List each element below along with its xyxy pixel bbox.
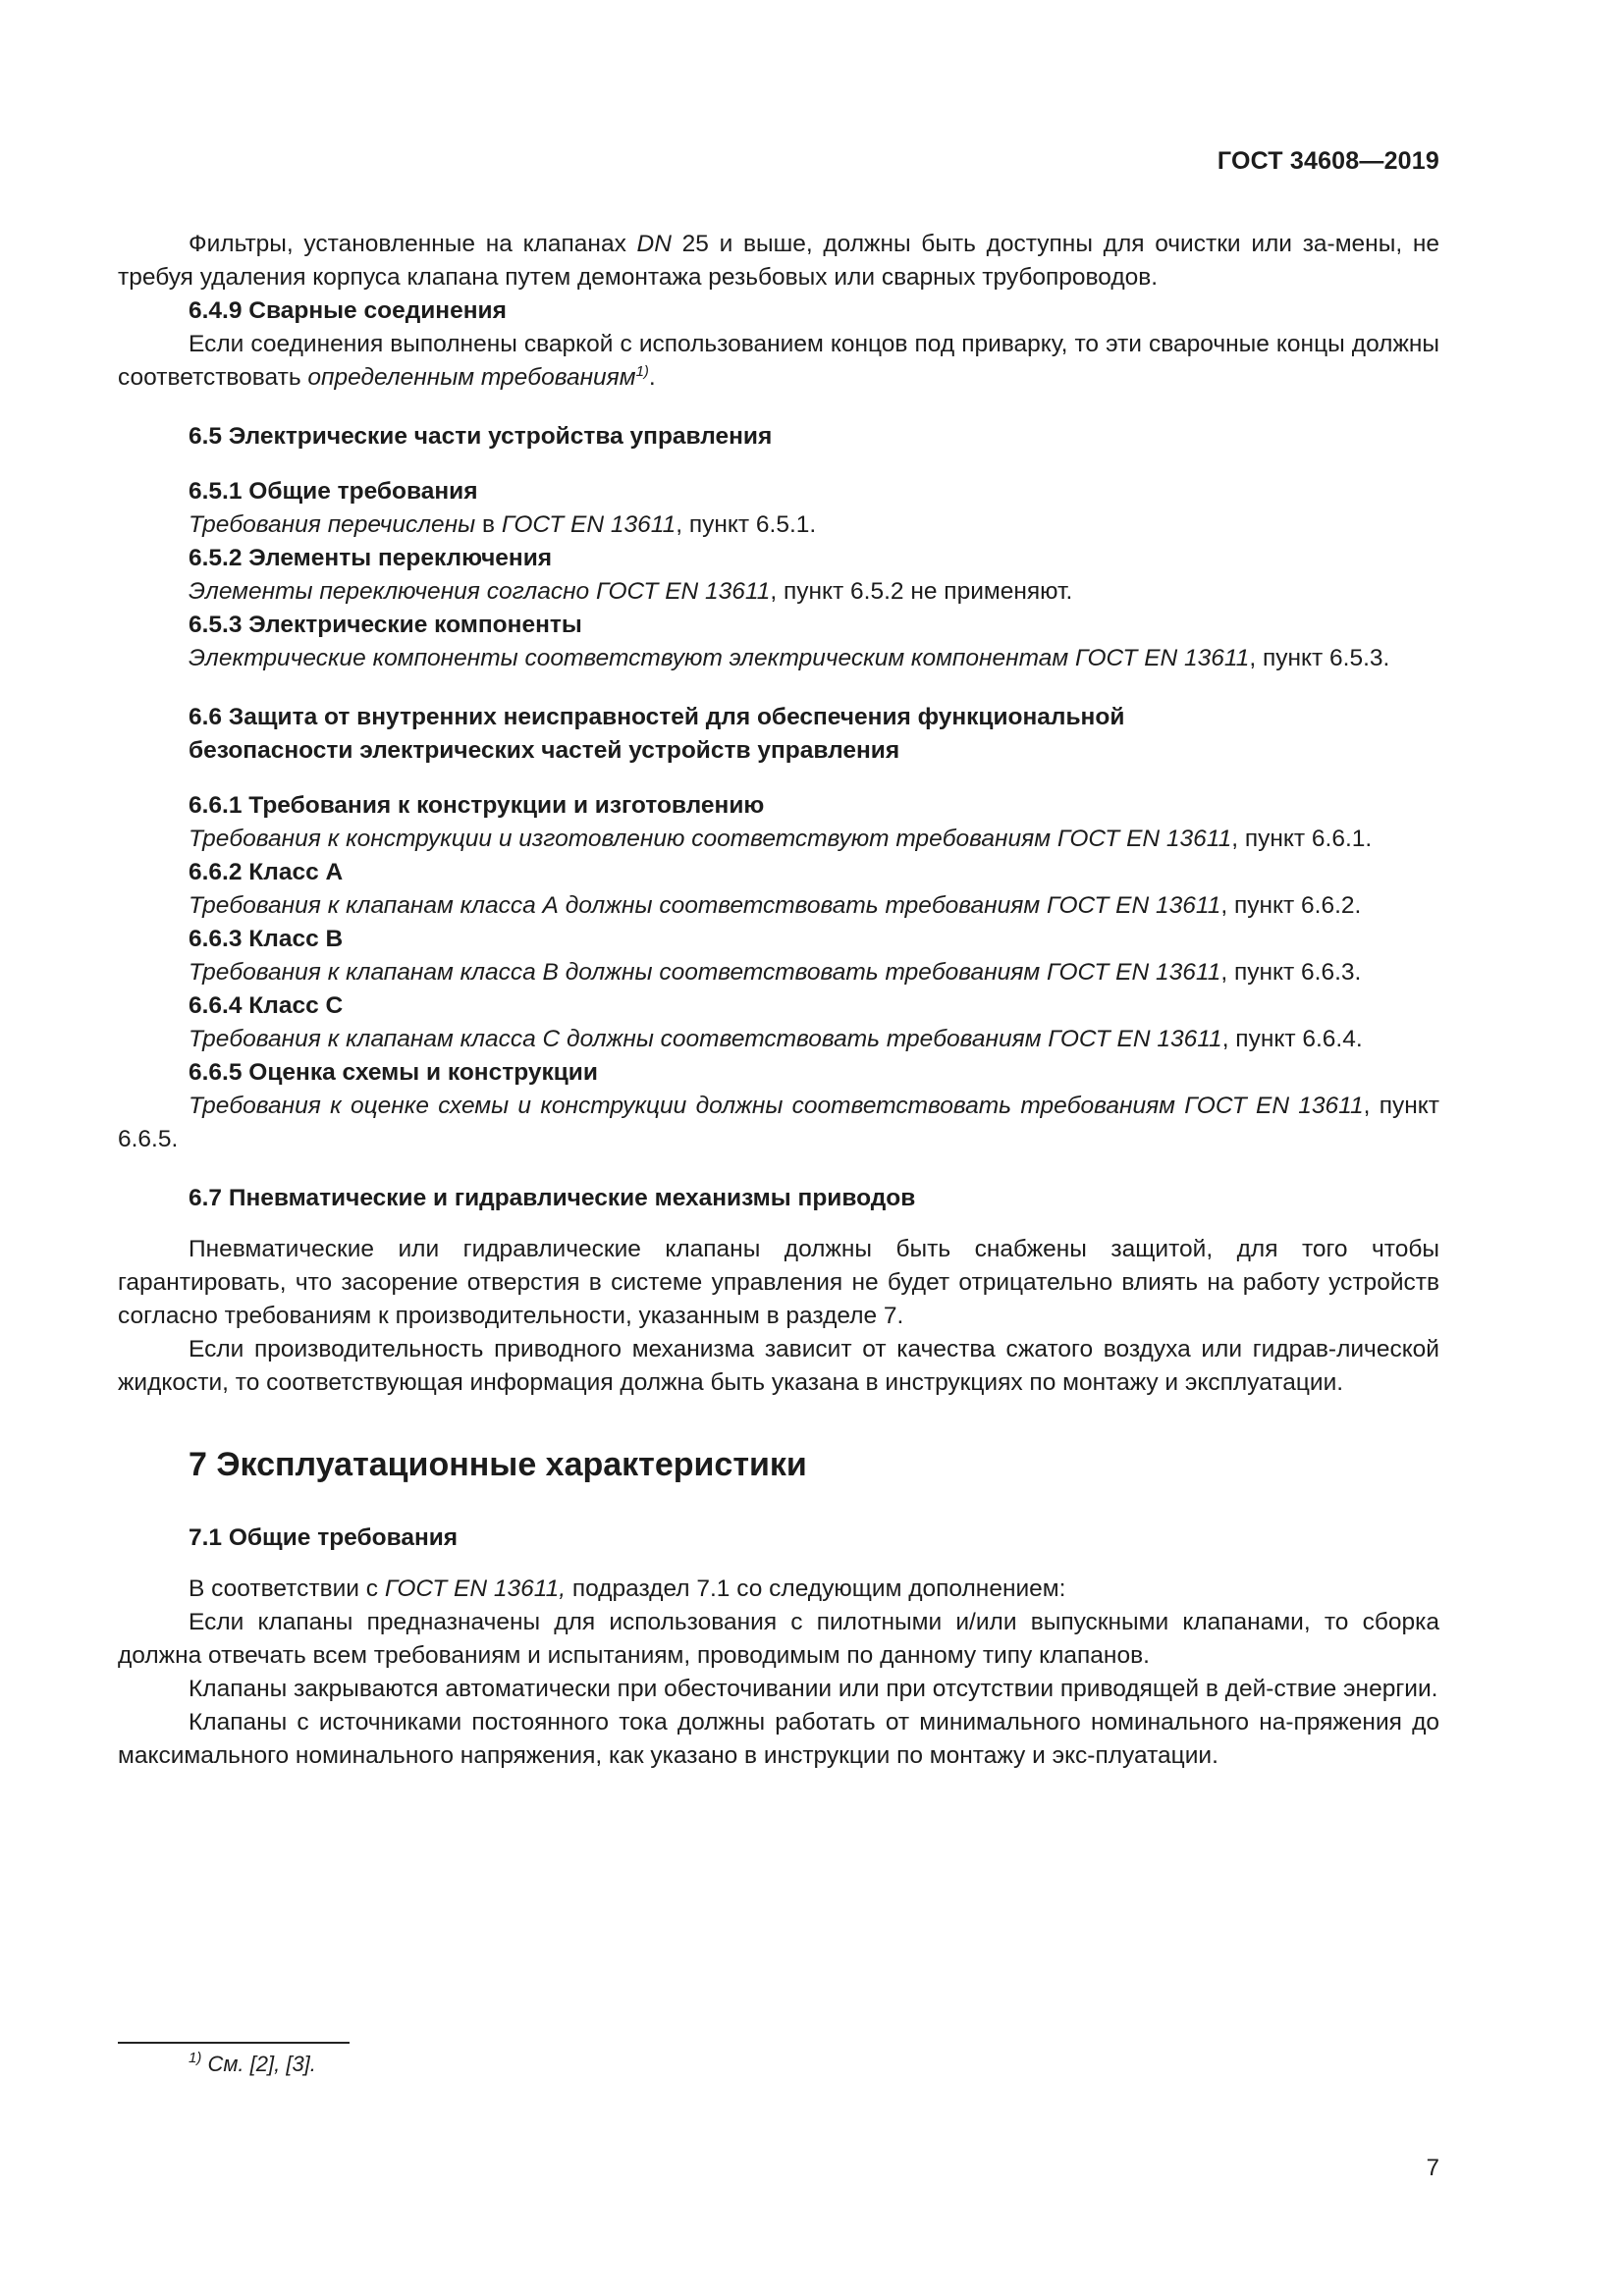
heading-6-6-1: 6.6.1 Требования к конструкции и изготовлению — [189, 792, 765, 819]
paragraph-7-1-intro — [118, 1573, 1439, 1606]
footnote — [189, 2052, 316, 2077]
text-run-italic: Требования перечислены — [189, 511, 476, 538]
text-run: , пункт 6.5.2 не применяют. — [770, 578, 1073, 605]
paragraph-6-6-5 — [118, 1090, 1439, 1156]
heading-6-5-3: 6.5.3 Электрические компоненты — [189, 612, 582, 638]
paragraph-6-6-2 — [118, 889, 1439, 923]
text-run: Фильтры, установленные на клапанах — [189, 231, 637, 257]
standard-id: ГОСТ 34608—2019 — [1217, 147, 1439, 175]
paragraph-7-1-closing: Клапаны закрываются автоматически при обесточивании или при отсутствии приводящей в дей-ствие энергии. — [189, 1676, 1438, 1702]
text-run-italic: Требования к клапанам класса А должны соответствовать требованиям ГОСТ EN 13611 — [189, 892, 1221, 919]
section-heading-7: 7 Эксплуатационные характеристики — [189, 1446, 807, 1483]
text-run: в — [475, 511, 502, 538]
text-run: , пункт 6.6.4. — [1221, 1026, 1363, 1052]
paragraph-6-6-4 — [118, 1023, 1439, 1056]
text-run-italic: Требования к конструкции и изготовлению соответствуют требованиям ГОСТ EN 13611 — [189, 826, 1232, 852]
paragraph-7-1-pilot: Если клапаны предназначены для использования с пилотными и/или выпускными клапанами, то сборка должна отвечать всем требованиям и испытаниям, проводимым по данному типу клапанов. — [118, 1609, 1439, 1669]
paragraph-6-5-2 — [118, 575, 1439, 609]
footnote-divider — [118, 2042, 350, 2044]
footnote-ref: 1) — [635, 363, 649, 380]
text-run: , пункт 6.6.2. — [1220, 892, 1362, 919]
text-run: , пункт 6.6.5. — [118, 1093, 1439, 1152]
text-run-italic: Элементы переключения согласно ГОСТ EN 13611 — [189, 578, 771, 605]
heading-6-6-4: 6.6.4 Класс С — [189, 992, 344, 1019]
text-run-italic: Электрические компоненты соответствуют электрическим компонентам ГОСТ EN 13611 — [189, 645, 1250, 671]
text-run: Если соединения выполнены сваркой с использованием концов под приварку, то эти сварочные концы должны соответствовать — [118, 331, 1439, 391]
page-number: 7 — [1426, 2155, 1439, 2181]
paragraph-6-7-1: Пневматические или гидравлические клапаны должны быть снабжены защитой, для того чтобы гарантировать, что засорение отверстия в системе управления не будет отрицательно влиять на работу устройств согласно требованиям к производительности, указанным в разделе 7. — [118, 1236, 1439, 1329]
text-run-italic: определенным требованиям — [307, 364, 636, 391]
text-run-italic: ГОСТ EN 13611 — [501, 511, 677, 538]
text-run-italic: Требования к клапанам класса С должны соответствовать требованиям ГОСТ EN 13611 — [189, 1026, 1222, 1052]
text-run: , пункт 6.5.3. — [1249, 645, 1390, 671]
heading-7-1: 7.1 Общие требования — [189, 1524, 459, 1551]
text-run: В соответствии с — [189, 1575, 385, 1602]
heading-6-5: 6.5 Электрические части устройства управления — [189, 423, 773, 450]
text-run-italic: DN — [636, 231, 672, 257]
text-run: , пункт 6.6.3. — [1220, 959, 1362, 986]
heading-6-6-2: 6.6.2 Класс А — [189, 859, 344, 885]
footnote-mark: 1) — [189, 2050, 202, 2066]
paragraph-6-6-1 — [118, 823, 1439, 856]
footnote-text: См. [2], [3]. — [201, 2052, 316, 2076]
paragraph-6-5-3 — [118, 642, 1439, 675]
heading-6-5-1: 6.5.1 Общие требования — [189, 478, 478, 505]
paragraph-7-1-dc: Клапаны с источниками постоянного тока должны работать от минимального номинального на-пряжения до максимального номинального напряжения, как указано в инструкции по монтажу и экс-плуатации. — [118, 1709, 1439, 1769]
text-run-italic: Требования к клапанам класса В должны соответствовать требованиям ГОСТ EN 13611 — [189, 959, 1221, 986]
heading-6-5-2: 6.5.2 Элементы переключения — [189, 545, 553, 571]
text-run: 25 и выше, должны быть доступны для очистки или за-мены, не требуя удаления корпуса клапана путем демонтажа резьбовых или сварных трубопроводов. — [118, 231, 1439, 291]
paragraph-filters — [118, 228, 1439, 294]
heading-6-6-5: 6.6.5 Оценка схемы и конструкции — [189, 1059, 598, 1086]
text-run-italic: Требования к оценке схемы и конструкции должны соответствовать требованиям ГОСТ EN 13611 — [189, 1093, 1364, 1119]
heading-6-7: 6.7 Пневматические и гидравлические механизмы приводов — [189, 1185, 916, 1211]
paragraph-welds — [118, 328, 1439, 395]
text-run-italic: ГОСТ EN 13611, — [384, 1575, 567, 1602]
paragraph-6-5-1 — [118, 508, 1439, 542]
paragraph-6-6-3 — [118, 956, 1439, 989]
paragraph-6-7-2: Если производительность приводного механизма зависит от качества сжатого воздуха или гидрав-лической жидкости, то соответствующая информация должна быть указана в инструкциях по монтажу и эксплуатации. — [118, 1336, 1439, 1396]
heading-6-6-line1: 6.6 Защита от внутренних неисправностей для обеспечения функциональной — [189, 704, 1125, 730]
heading-6-4-9: 6.4.9 Сварные соединения — [189, 297, 507, 324]
text-run: , пункт 6.5.1. — [676, 511, 817, 538]
text-run: . — [648, 364, 656, 391]
heading-6-6-line2: безопасности электрических частей устройств управления — [189, 737, 900, 764]
heading-6-6-3: 6.6.3 Класс В — [189, 926, 344, 952]
text-run: подраздел 7.1 со следующим дополнением: — [566, 1575, 1066, 1602]
page-body — [118, 228, 1439, 1773]
text-run: , пункт 6.6.1. — [1231, 826, 1373, 852]
